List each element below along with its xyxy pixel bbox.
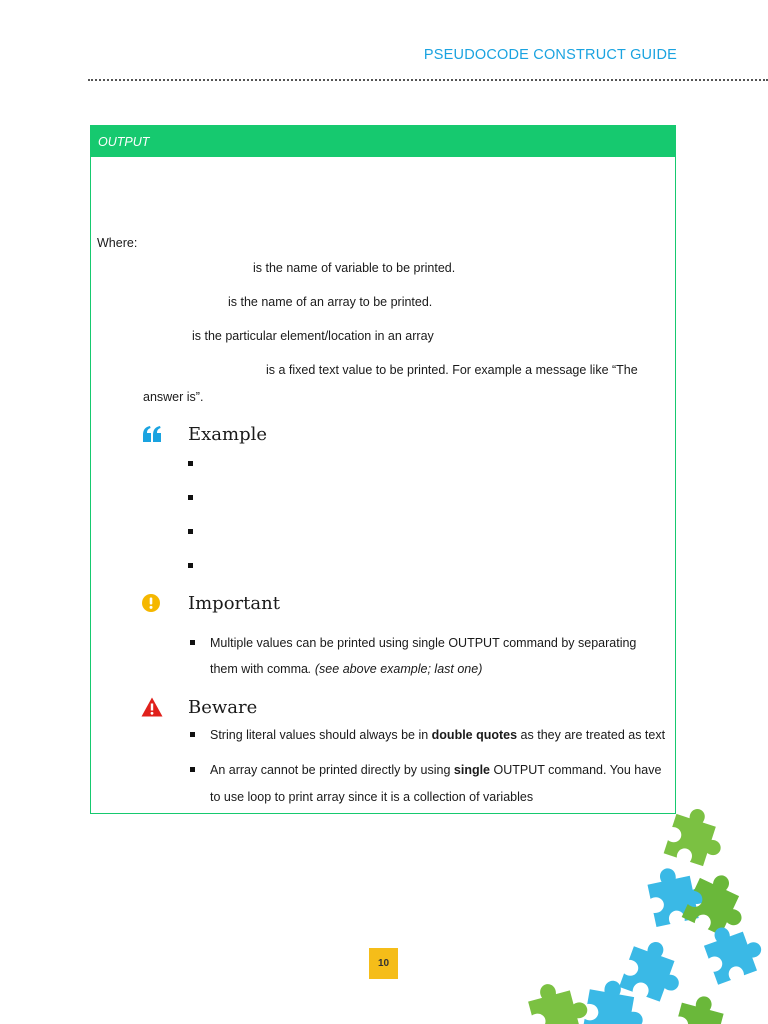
beware-line-3: to use loop to print array since it is a collection of variables [210,790,534,804]
beware-bullet [190,732,195,737]
where-label: Where: [97,236,138,250]
definition-variable: is the name of variable to be printed. [253,261,456,275]
definition-array: is the name of an array to be printed. [228,295,433,309]
important-heading: Important [188,593,280,614]
definition-literal: is a fixed text value to be printed. For example a message like “The [266,363,638,377]
output-box [90,125,676,814]
header-title: PSEUDOCODE CONSTRUCT GUIDE [423,47,677,63]
header-divider [88,79,768,81]
definition-index: is the particular element/location in an array [192,329,434,343]
example-bullet [188,529,193,534]
example-bullet [188,563,193,568]
beware-heading: Beware [188,697,258,718]
quote-icon [142,426,162,442]
example-bullet [188,495,193,500]
exclamation-circle-icon [142,594,160,612]
output-box-title: OUTPUT [98,135,150,149]
definition-literal-cont: answer is”. [143,390,204,404]
page-number: 10 [369,948,398,979]
puzzle-pieces-decoration [520,795,768,1024]
important-line-2: them with comma. (see above example; last one) [210,662,483,676]
example-heading: Example [188,424,268,445]
warning-triangle-icon [141,697,163,717]
example-bullet [188,461,193,466]
output-box-header [91,126,675,157]
beware-line-2: An array cannot be printed directly by using single OUTPUT command. You have [210,763,662,777]
important-line-1: Multiple values can be printed using single OUTPUT command by separating [210,636,637,650]
beware-line-1: String literal values should always be in double quotes as they are treated as text [210,728,666,742]
important-bullet [190,640,195,645]
beware-bullet [190,767,195,772]
